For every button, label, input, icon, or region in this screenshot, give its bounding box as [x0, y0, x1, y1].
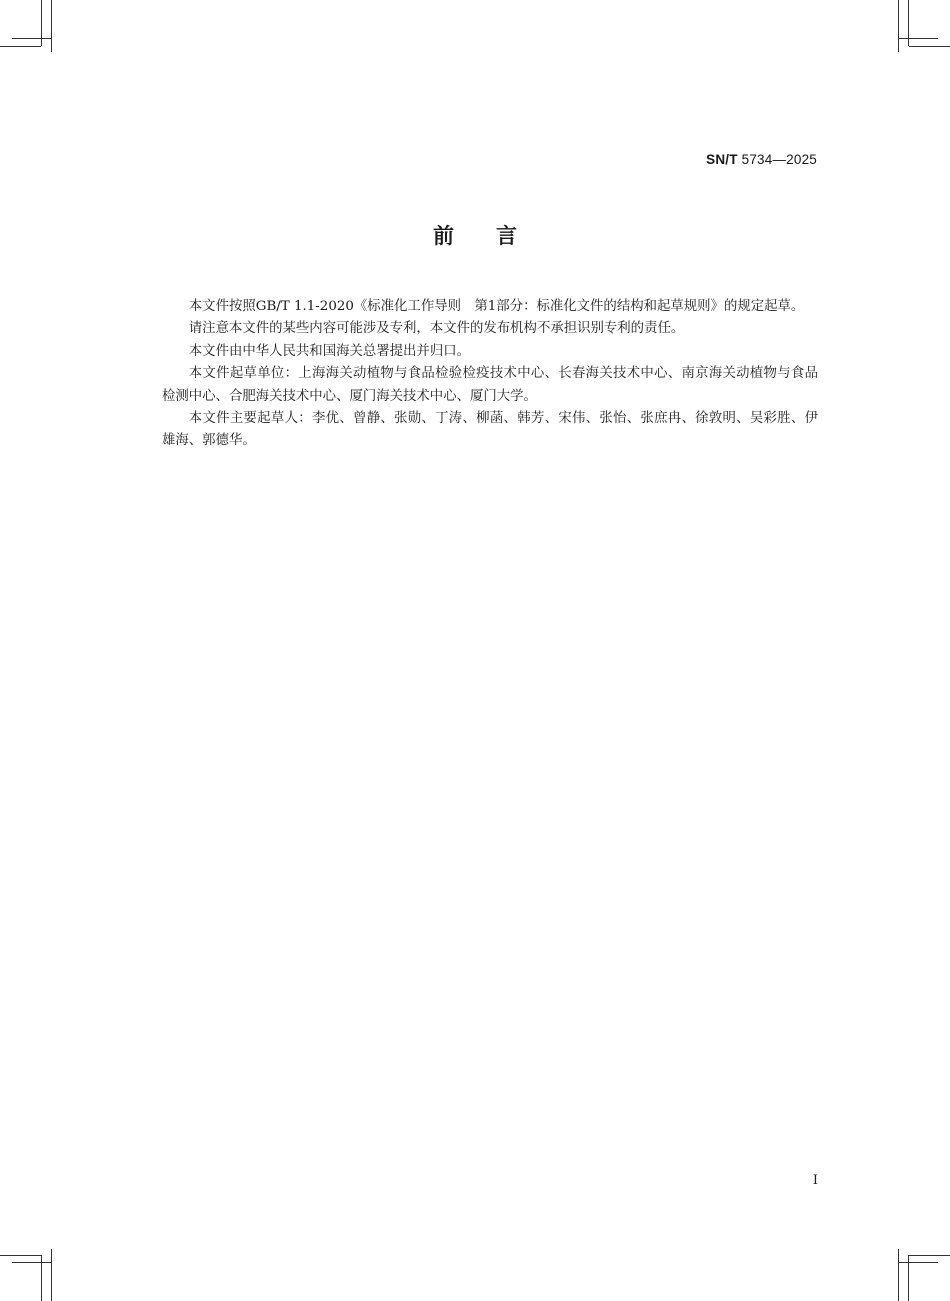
document-code-prefix: SN/T: [706, 152, 738, 167]
crop-mark-top-right-v: [908, 0, 909, 46]
crop-mark-top-left-v: [41, 0, 42, 46]
crop-mark-bottom-left-h: [0, 1255, 41, 1256]
crop-mark-bottom-left-h2: [12, 1262, 52, 1263]
crop-mark-bottom-right-h2: [898, 1262, 938, 1263]
crop-mark-top-left-h2: [12, 38, 52, 39]
paragraph-proposer: 本文件由中华人民共和国海关总署提出并归口。: [188, 343, 470, 359]
crop-mark-top-left-v2: [51, 0, 52, 52]
crop-mark-top-right-h2: [898, 38, 938, 39]
crop-mark-bottom-right-v2: [898, 1249, 899, 1301]
foreword-body: [162, 296, 818, 453]
paragraph-patent-notice: 请注意本文件的某些内容可能涉及专利，本文件的发布机构不承担识别专利的责任。: [188, 321, 685, 337]
crop-mark-top-right-h: [909, 46, 950, 47]
paragraph-drafting-basis: 本文件按照GB/T 1.1-2020《标准化工作导则 第1部分：标准化文件的结构和起草规则》的规定起草。: [188, 299, 805, 314]
paragraph-drafters: 本文件主要起草人：李优、曾静、张勋、丁涛、柳菡、韩芳、宋伟、张怡、张庶冉、徐敦明、吴彩胜、伊雄海、郭德华。: [162, 411, 818, 449]
crop-mark-top-right-v2: [898, 0, 899, 52]
document-code-number: 5734—2025: [741, 152, 817, 167]
page-title: 前言: [433, 224, 559, 248]
page-number: I: [812, 1173, 818, 1188]
paragraph-drafting-units: 本文件起草单位：上海海关动植物与食品检验检疫技术中心、长春海关技术中心、南京海关动植物与食品检测中心、合肥海关技术中心、厦门海关技术中心、厦门大学。: [162, 366, 818, 404]
crop-mark-top-left-h: [0, 46, 41, 47]
document-number: [706, 152, 817, 167]
crop-mark-bottom-left-v2: [51, 1249, 52, 1301]
crop-mark-bottom-right-h: [909, 1255, 950, 1256]
